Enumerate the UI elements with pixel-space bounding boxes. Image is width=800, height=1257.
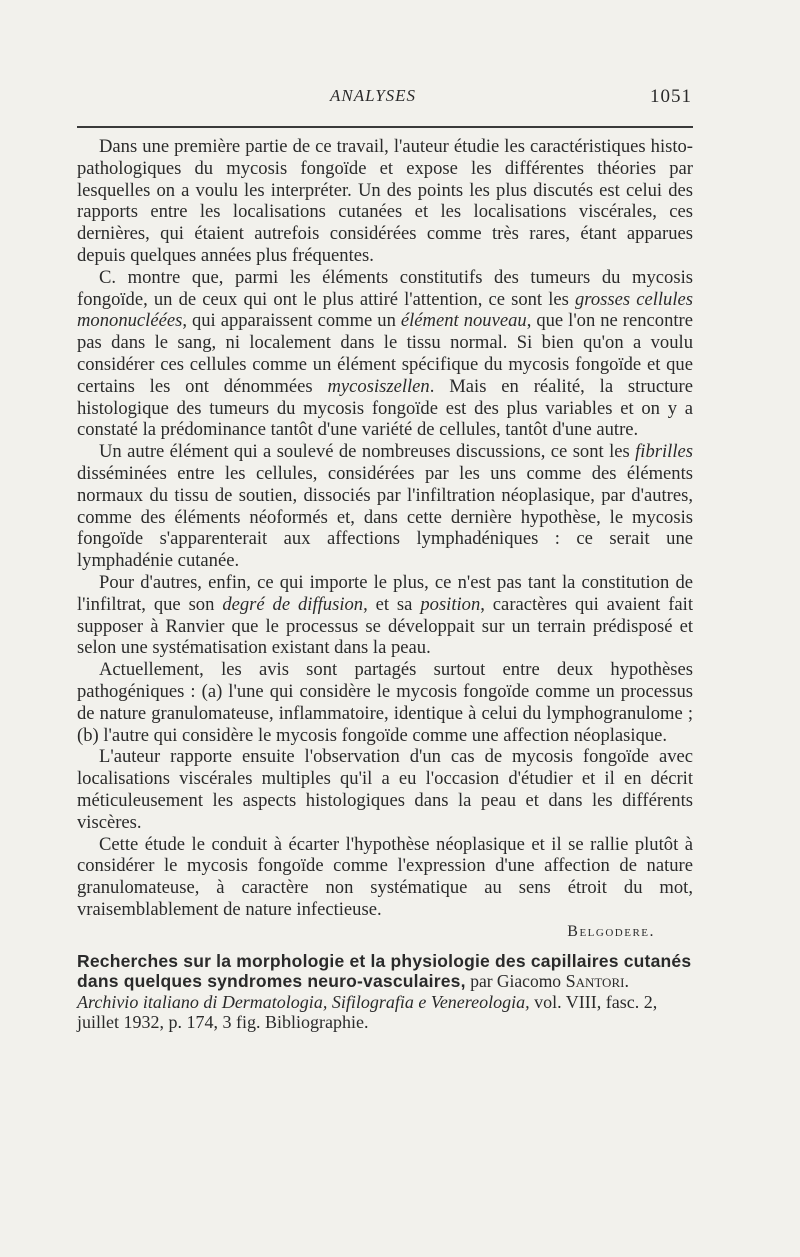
paragraph-2-text: . Mais en réalité, la structure histologique des tumeurs du mycosis fongoïde est des plus variables et on y a constaté la prédominance tantôt d'une variété de cellules, tantôt d'une autre. [77,375,693,441]
paragraph-4-text: Pour d'autres, enfin, ce qui importe le plus, ce n'est pas tant la constitution de l'infiltrat, que son [77,571,693,615]
paragraph-3-text: Un autre élément qui a soulevé de nombreuses discussions, ce sont les [99,441,630,463]
paragraph-4-text: , caractères qui avaient fait supposer à Ranvier que le processus se développait sur un terrain prédisposé et selon une systématisation existant dans la peau. [77,593,694,659]
paragraph-7: Cette étude le conduit à écarter l'hypothèse néoplasique et il se rallie plutôt à considérer le mycosis fongoïde comme l'expression d'une affection de nature granulomateuse, à caractère non systématique au sens étroit du mot, vraisemblablement de nature infectieuse. [77,833,693,920]
paragraph-5: Actuellement, les avis sont partagés surtout entre deux hypothèses pathogéniques : (a) l'une qui considère le mycosis fongoïde comme un processus de nature granulomateuse, inflammatoire, identique à celui du lymphogranulome ; (b) l'autre qui considère le mycosis fongoïde comme une affection néoplasique. [77,659,693,746]
paragraph-3 [77,441,693,572]
paragraph-4-text: , et sa [363,593,413,615]
italic-term: grosses cellules mononucléées [77,288,694,332]
page-number: 1051 [650,86,692,107]
reference-author: Santori. [565,971,629,992]
reference-by: par Giacomo [470,971,562,992]
paragraph-4 [77,572,693,659]
italic-term: fibrilles [635,441,693,463]
paragraph-2-text: , qui apparaissent comme un [182,310,396,332]
italic-term: élément nouveau [400,310,527,332]
italic-term: degré de diffusion [222,593,364,615]
bibliographic-reference [77,951,693,1033]
reference-title: Recherches sur la morphologie et la physiologie des capillaires cutanés dans quelques syndromes neuro-vasculaires, [77,950,692,992]
italic-term: mycosiszellen [327,375,430,397]
italic-term: position [420,593,481,615]
article-body [77,136,693,1033]
paragraph-2-text: , que l'on ne rencontre pas dans le sang, ni localement dans le tissu normal. Si bien qu'on a voulu considérer ces cellules comme un élément spécifique du mycosis fongoïde et que certains les ont dénommées [77,310,693,397]
paragraph-3-text: disséminées entre les cellules, considérées par les uns comme des éléments normaux du tissu de soutien, dissociés par l'infiltration néoplasique, par d'autres, comme des éléments néoformés et, dans cette dernière hypothèse, le mycosis fongoïde s'apparenterait aux affections lymphadéniques : ce serait une lymphadénie cutanée. [77,462,693,572]
paragraph-6: L'auteur rapporte ensuite l'observation d'un cas de mycosis fongoïde avec localisations viscérales multiples qu'il a eu l'occasion d'étudier et il en décrit méticuleusement les aspects histologiques dans la peau et dans les différents viscères. [77,746,693,833]
paragraph-2 [77,267,693,441]
header-rule [77,126,693,128]
reviewer-signature: Belgodere. [567,922,655,940]
page-header [0,86,800,110]
paragraph-1: Dans une première partie de ce travail, l'auteur étudie les caractéristiques histo-pathologiques du mycosis fongoïde et expose les différentes théories par lesquelles on a voulu les interpréter. Un des points les plus discutés est celui des rapports entre les localisations cutanées et les localisations viscérales, ces dernières, qui étaient autrefois considérées comme très rares, étant apparues depuis quelques années plus fréquentes. [77,136,693,266]
reference-details: vol. VIII, fasc. 2, juillet 1932, p. 174, 3 fig. Bibliographie. [77,991,658,1033]
paragraph-2-text: C. montre que, parmi les éléments constitutifs des tumeurs du mycosis fongoïde, un de ceux qui ont le plus attiré l'attention, ce sont les [77,266,693,310]
running-title: ANALYSES [330,86,417,105]
reference-journal: Archivio italiano di Dermatologia, Sifilografia e Venereologia, [77,991,530,1012]
